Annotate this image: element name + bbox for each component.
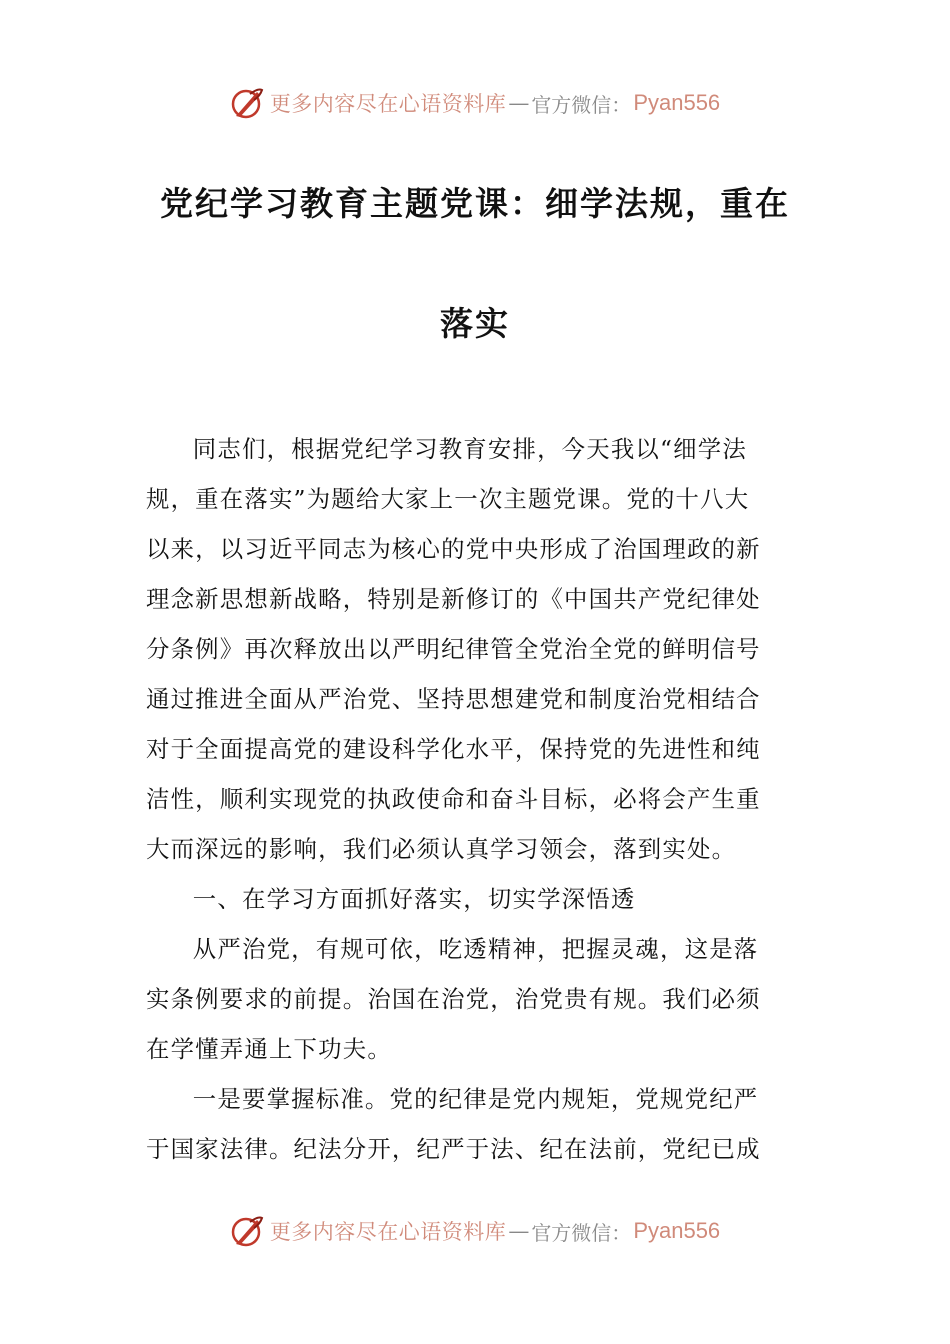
watermark-wechat-id: Pyan556 [633,1218,721,1243]
watermark-banner-bottom [0,1211,950,1251]
text-line: 实条例要求的前提。治国在治党，治党贵有规。我们必须 [146,985,761,1013]
text-line: 大而深远的影响，我们必须认真学习领会，落到实处。 [146,835,737,863]
paragraph-master-standards-continued [146,1124,816,1174]
watermark-wechat-id: Pyan556 [633,90,721,115]
text-line: 于国家法律。纪法分开，纪严于法、纪在法前，党纪已成 [146,1135,761,1163]
text-line: 规，重在落实”为题给大家上一次主题党课。党的十八大 [146,485,750,513]
watermark-text: 更多内容尽在心语资料库 [269,92,507,116]
text-line: 分条例》再次释放出以严明纪律管全党治全党的鲜明信号 [146,635,761,663]
watermark-wechat-label: 官方微信： [531,92,632,117]
watermark-separator: — [508,1219,530,1243]
text-line: 在学懂弄通上下功夫。 [146,1035,392,1063]
text-line: 从严治党，有规可依，吃透精神，把握灵魂，这是落 [192,935,759,963]
text-line: 一是要掌握标准。党的纪律是党内规矩，党规党纪严 [192,1085,759,1113]
section-heading-1 [146,874,816,924]
text-line: 以来，以习近平同志为核心的党中央形成了治国理政的新 [146,535,761,563]
watermark-banner-top [0,83,950,123]
text-line: 同志们，根据党纪学习教育安排，今天我以“细学法 [192,435,747,463]
paragraph-intro-continued [146,474,816,874]
paragraph-intro [146,424,816,474]
paragraph-strict-governance [146,924,816,974]
text-line: 洁性，顺利实现党的执政使命和奋斗目标，必将会产生重 [146,785,761,813]
watermark-text: 更多内容尽在心语资料库 [269,1220,507,1244]
quill-pen-logo-icon [230,1214,264,1248]
document-title-line-2: 落实 [440,304,510,343]
watermark-wechat-label: 官方微信： [531,1220,632,1245]
text-line: 理念新思想新战略，特别是新修订的《中国共产党纪律处 [146,585,761,613]
quill-pen-logo-icon [230,86,264,120]
paragraph-strict-governance-continued [146,974,816,1074]
text-line: 一、在学习方面抓好落实，切实学深悟透 [192,885,636,913]
paragraph-master-standards [146,1074,816,1124]
text-line: 对于全面提高党的建设科学化水平，保持党的先进性和纯 [146,735,761,763]
watermark-separator: — [508,91,530,115]
text-line: 通过推进全面从严治党、坚持思想建党和制度治党相结合 [146,685,761,713]
document-body [146,424,816,1174]
document-title-line-1: 党纪学习教育主题党课：细学法规，重在 [160,184,790,223]
